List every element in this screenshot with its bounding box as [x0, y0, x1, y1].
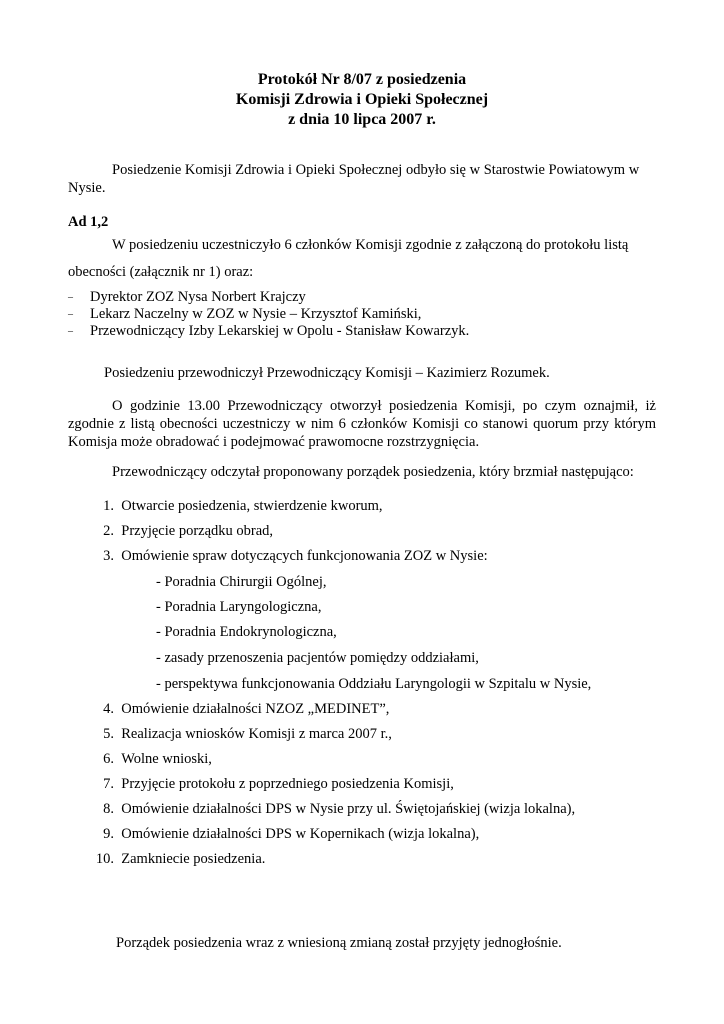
opening-paragraph: [68, 397, 656, 451]
agenda-item: [90, 497, 383, 515]
agenda-item: [90, 775, 454, 793]
agenda-text: Omówienie działalności DPS w Nysie przy ul. Świętojańskiej (wizja lokalna),: [121, 801, 576, 817]
guest-item: [68, 288, 306, 307]
agenda-subitem: - Poradnia Chirurgii Ogólnej,: [156, 574, 327, 590]
agenda-intro: Przewodniczący odczytał proponowany porządek posiedzenia, który brzmiał następująco:: [112, 464, 634, 480]
agenda-subitem: - perspektywa funkcjonowania Oddziału Laryngologii w Szpitalu w Nysie,: [156, 676, 592, 692]
opening-line-3: Komisja może obradować i podejmować prawomocne rozstrzygnięcia.: [68, 434, 480, 450]
agenda-subitem: - Poradnia Laryngologiczna,: [156, 599, 322, 615]
agenda-text: Omówienie spraw dotyczących funkcjonowania ZOZ w Nysie:: [121, 548, 488, 564]
agenda-text: Otwarcie posiedzenia, stwierdzenie kworum,: [121, 498, 383, 514]
guest-text: Lekarz Naczelny w ZOZ w Nysie – Krzysztof Kamiński,: [90, 306, 422, 322]
dash-bullet: –: [68, 291, 73, 303]
agenda-item: [90, 547, 488, 565]
agenda-text: Omówienie działalności NZOZ „MEDINET”,: [121, 701, 390, 717]
agenda-number: 5.: [103, 726, 114, 742]
dash-bullet: –: [68, 325, 73, 337]
guest-text: Przewodniczący Izby Lekarskiej w Opolu - Stanisław Kowarzyk.: [90, 323, 470, 339]
agenda-item: [90, 800, 575, 818]
opening-line-2: zgodnie z listą obecności uczestniczy w nim 6 członków Komisji co stanowi quorum przy którym: [68, 416, 656, 432]
agenda-item: [90, 700, 389, 718]
chair-paragraph: Posiedzeniu przewodniczył Przewodniczący Komisji – Kazimierz Rozumek.: [104, 365, 550, 381]
agenda-subitem: - zasady przenoszenia pacjentów pomiędzy oddziałami,: [156, 650, 479, 666]
title-line-2: Komisji Zdrowia i Opieki Społecznej: [235, 91, 489, 108]
ad-heading: Ad 1,2: [68, 214, 109, 230]
opening-line-1: O godzinie 13.00 Przewodniczący otworzył posiedzenia Komisji, po czym oznajmił, iż: [112, 398, 656, 414]
dash-bullet: –: [68, 308, 73, 320]
title-line-3: z dnia 10 lipca 2007 r.: [288, 111, 436, 128]
agenda-item: [90, 522, 273, 540]
agenda-text: Przyjęcie porządku obrad,: [121, 523, 274, 539]
guest-item: [68, 305, 421, 324]
agenda-number: 7.: [103, 776, 114, 792]
agenda-number: 6.: [103, 751, 114, 767]
agenda-text: Omówienie działalności DPS w Kopernikach (wizja lokalna),: [121, 826, 480, 842]
agenda-number: 1.: [103, 498, 114, 514]
agenda-number: 10.: [95, 851, 114, 867]
agenda-text: Wolne wnioski,: [121, 751, 212, 767]
agenda-text: Zamkniecie posiedzenia.: [121, 851, 266, 867]
agenda-item: [90, 825, 479, 843]
agenda-number: 4.: [103, 701, 114, 717]
intro-line-1: Posiedzenie Komisji Zdrowia i Opieki Społecznej odbyło się w Starostwie Powiatowym w: [112, 162, 640, 178]
guest-text: Dyrektor ZOZ Nysa Norbert Krajczy: [90, 289, 306, 305]
agenda-number: 9.: [103, 826, 114, 842]
guest-item: [68, 322, 469, 341]
closing-paragraph: Porządek posiedzenia wraz z wniesioną zmianą został przyjęty jednogłośnie.: [116, 935, 562, 951]
agenda-number: 8.: [103, 801, 114, 817]
agenda-text: Realizacja wniosków Komisji z marca 2007 r.,: [121, 726, 392, 742]
intro-line-2: Nysie.: [68, 180, 106, 196]
agenda-item: [90, 850, 265, 868]
agenda-item: [90, 725, 392, 743]
agenda-subitem: - Poradnia Endokrynologiczna,: [156, 624, 337, 640]
attendance-line-1: W posiedzeniu uczestniczyło 6 członków Komisji zgodnie z załączoną do protokołu listą: [112, 237, 629, 253]
agenda-number: 3.: [103, 548, 114, 564]
title-line-1: Protokół Nr 8/07 z posiedzenia: [257, 71, 467, 88]
attendance-line-2: obecności (załącznik nr 1) oraz:: [68, 264, 254, 280]
agenda-number: 2.: [103, 523, 114, 539]
agenda-text: Przyjęcie protokołu z poprzedniego posiedzenia Komisji,: [121, 776, 454, 792]
agenda-item: [90, 750, 212, 768]
